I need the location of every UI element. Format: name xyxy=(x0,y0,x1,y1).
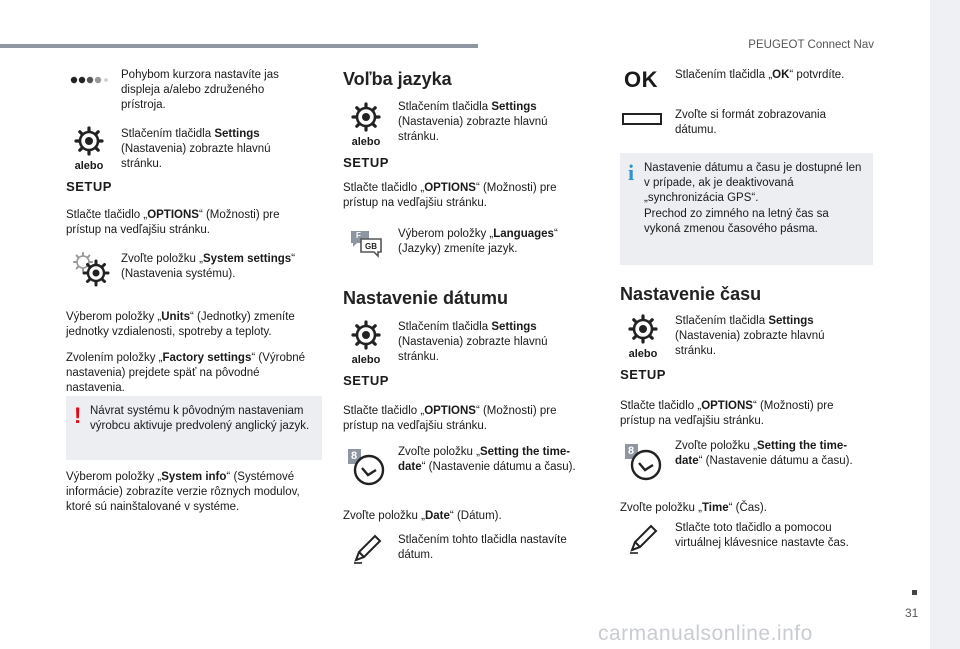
setup-label: SETUP xyxy=(66,179,112,195)
ok-instruction: Stlačením tlačidla „OK“ potvrdíte. xyxy=(675,69,845,81)
alebo-label: alebo xyxy=(351,354,381,366)
date-options-instruction: Stlačte tlačidlo „OPTIONS“ (Možnosti) pre prístup na vedľajšiu stránku. xyxy=(343,405,557,432)
options-instruction: Stlačte tlačidlo „OPTIONS“ (Možnosti) pre prístup na vedľajšiu stránku. xyxy=(66,209,280,236)
setup-label: SETUP xyxy=(343,155,389,171)
alebo-label: alebo xyxy=(628,348,658,360)
factory-settings-instruction: Zvolením položky „Factory settings“ (Výrobné nastavenia) prejdete späť na pôvodné nastavenia. xyxy=(66,352,306,394)
format-instruction: Zvoľte si formát zobrazovania dátumu. xyxy=(675,109,826,136)
header-rule xyxy=(0,44,478,48)
info-note-text-2: Prechod zo zimného na letný čas sa vykoná zmenou časového pásma. xyxy=(644,208,829,235)
language-section-title: Voľba jazyka xyxy=(343,69,452,89)
cursor-instruction: Pohybom kurzora nastavíte jas displeja a/alebo združeného prístroja. xyxy=(121,69,279,111)
clock-badge: 8 xyxy=(628,445,635,457)
settings-setup-icon-3 xyxy=(343,320,389,390)
lang-options-instruction: Stlačte tlačidlo „OPTIONS“ (Možnosti) pre prístup na vedľajšiu stránku. xyxy=(343,182,557,209)
lang-settings-instruction: Stlačením tlačidla Settings (Nastavenia) zobrazte hlavnú stránku. xyxy=(398,101,548,143)
setup-label: SETUP xyxy=(343,373,389,389)
lang-icon-f: F xyxy=(356,231,361,240)
clock-badge: 8 xyxy=(351,450,358,462)
format-field-icon xyxy=(622,113,662,125)
system-settings-instruction: Zvoľte položku „System settings“ (Nastavenia systému). xyxy=(121,253,296,280)
time-date-instruction: Zvoľte položku „Setting the time-date“ (Nastavenie dátumu a času). xyxy=(398,446,576,473)
info-icon: i xyxy=(628,160,635,185)
time-date-instruction-2: Zvoľte položku „Setting the time-date“ (Nastavenie dátumu a času). xyxy=(675,440,853,467)
settings-setup-icon-2 xyxy=(343,102,389,172)
gear-icon xyxy=(628,314,658,344)
warning-note xyxy=(66,396,322,460)
system-info-instruction: Výberom položky „System info“ (Systémové informácie) zobrazíte verzie rôznych modulov, ktoré sú nainštalované v systéme. xyxy=(66,471,300,513)
pencil-icon xyxy=(350,532,384,571)
watermark: carmanualsonline.info xyxy=(598,622,813,645)
units-instruction: Výberom položky „Units“ (Jednotky) zmeníte jednotky vzdialenosti, spotreby a teploty. xyxy=(66,311,295,338)
time-options-instruction: Stlačte tlačidlo „OPTIONS“ (Možnosti) pre prístup na vedľajšiu stránku. xyxy=(620,400,834,427)
cursor-dots-icon xyxy=(70,75,108,90)
page-edge-band xyxy=(930,0,960,649)
time-settings-instruction: Stlačením tlačidla Settings (Nastavenia) zobrazte hlavnú stránku. xyxy=(675,315,825,357)
date-section-title: Nastavenie dátumu xyxy=(343,288,509,308)
page-number: 31 xyxy=(905,606,919,620)
time-pencil-instruction: Stlačte toto tlačidlo a pomocou virtuálnej klávesnice nastavte čas. xyxy=(675,522,849,549)
setup-label: SETUP xyxy=(620,367,666,383)
settings-instruction: Stlačením tlačidla Settings (Nastavenia) zobrazte hlavnú stránku. xyxy=(121,128,271,170)
time-select-instruction: Zvoľte položku „Time“ (Čas). xyxy=(620,502,767,514)
info-note-text-1: Nastavenie dátumu a času je dostupné len v prípade, ak je deaktivovaná „synchronizácia GPS“. xyxy=(644,162,862,204)
ok-icon: OK xyxy=(624,67,658,92)
settings-setup-icon xyxy=(66,126,112,196)
warning-icon: ! xyxy=(74,403,82,428)
date-select-instruction: Zvoľte položku „Date“ (Dátum). xyxy=(343,510,502,522)
gear-icon xyxy=(74,126,104,156)
lang-icon-gb: GB xyxy=(365,242,377,251)
running-header: PEUGEOT Connect Nav xyxy=(748,39,874,51)
continuation-marker xyxy=(912,590,917,595)
gear-icon xyxy=(351,102,381,132)
clock-icon xyxy=(347,448,387,488)
settings-setup-icon-4 xyxy=(620,314,666,384)
clock-icon-2 xyxy=(624,443,664,483)
system-settings-icon xyxy=(72,251,112,292)
time-section-title: Nastavenie času xyxy=(620,284,762,304)
pencil-icon-2 xyxy=(626,522,660,561)
date-pencil-instruction: Stlačením tohto tlačidla nastavíte dátum. xyxy=(398,534,567,561)
alebo-label: alebo xyxy=(74,160,104,172)
info-note xyxy=(620,153,873,265)
warning-text: Návrat systému k pôvodným nastaveniam výrobcu aktivuje predvolený anglický jazyk. xyxy=(90,405,310,432)
alebo-label: alebo xyxy=(351,136,381,148)
languages-icon xyxy=(348,228,384,258)
languages-instruction: Výberom položky „Languages“ (Jazyky) zmeníte jazyk. xyxy=(398,228,558,255)
date-settings-instruction: Stlačením tlačidla Settings (Nastavenia) zobrazte hlavnú stránku. xyxy=(398,321,548,363)
gear-icon xyxy=(351,320,381,350)
